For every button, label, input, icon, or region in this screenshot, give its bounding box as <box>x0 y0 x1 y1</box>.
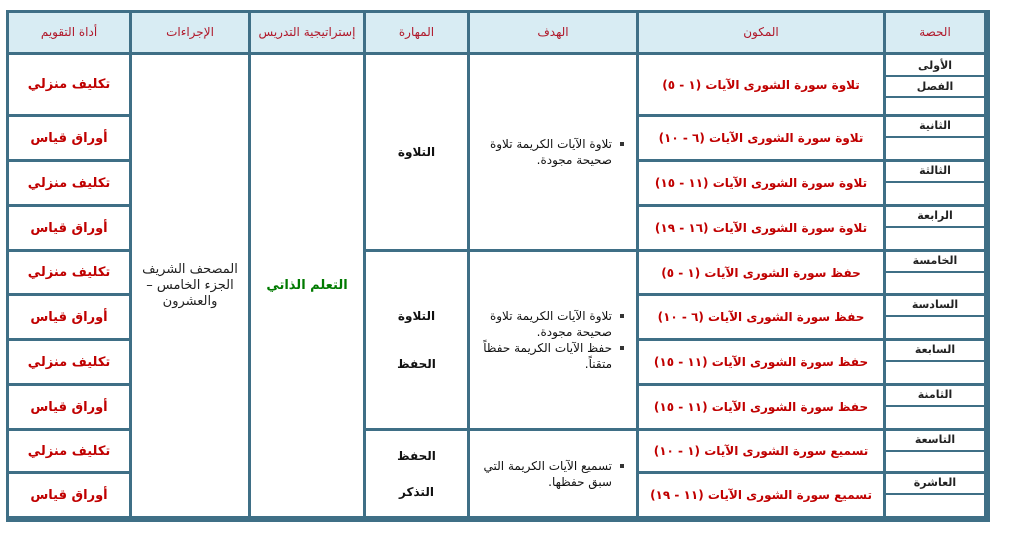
lesson-label: الأولى <box>917 58 953 72</box>
skill-label: الحفظ <box>397 357 436 371</box>
strategy-cell: التعلم الذاتي <box>251 55 363 516</box>
component-cell: تسميع سورة الشورى الآيات (١١ - ١٩) <box>639 474 883 516</box>
lesson-cell <box>886 341 984 383</box>
component-cell: حفظ سورة الشورى الآيات (١١ - ١٥) <box>639 341 883 383</box>
component-cell: حفظ سورة الشورى الآيات (١ - ٥) <box>639 252 883 293</box>
procedures-cell <box>132 55 248 516</box>
header-strategy: إستراتيجية التدريس <box>251 13 363 52</box>
lesson-cell <box>886 431 984 471</box>
tool-cell: تكليف منزلي <box>9 162 129 204</box>
tool-cell: أوراق قياس <box>9 474 129 516</box>
lesson-cell <box>886 296 984 338</box>
skill-cell <box>366 55 467 249</box>
lesson-label: الخامسة <box>912 254 958 267</box>
bullet-icon <box>620 314 624 318</box>
tool-cell: أوراق قياس <box>9 386 129 428</box>
lesson-cell <box>886 386 984 428</box>
tool-cell: أوراق قياس <box>9 117 129 159</box>
lesson-label: السابعة <box>914 343 956 356</box>
lesson-label: التاسعة <box>914 433 956 446</box>
lesson-label: العاشرة <box>913 476 957 489</box>
procedures-line: – الجزء الخامس <box>146 277 234 293</box>
lesson-label: الثالثة <box>919 164 951 177</box>
skill-cell <box>366 252 467 428</box>
goal-text: تسميع الآيات الكريمة التي سبق حفظها. <box>483 458 612 489</box>
lesson-label: الثانية <box>919 119 951 132</box>
bullet-icon <box>620 142 624 146</box>
component-cell: حفظ سورة الشورى الآيات (٦ - ١٠) <box>639 296 883 338</box>
skill-label: التلاوة <box>397 309 436 323</box>
lesson-cell <box>886 117 984 159</box>
goal-text: تلاوة الآيات الكريمة تلاوة صحيحة مجودة. <box>489 309 612 339</box>
component-cell: تسميع سورة الشورى الآيات (١ - ١٠) <box>639 431 883 471</box>
header-tool: أداة التقويم <box>9 13 129 52</box>
header-goal: الهدف <box>470 13 636 52</box>
tool-cell: تكليف منزلي <box>9 431 129 471</box>
goal-item <box>482 308 624 340</box>
lesson-plan-table <box>6 10 990 522</box>
header-lesson: الحصة <box>886 13 984 52</box>
goal-cell <box>470 431 636 516</box>
header-component: المكون <box>639 13 883 52</box>
bullet-icon <box>620 464 624 468</box>
procedures-line: المصحف الشريف <box>142 261 238 277</box>
lesson-label: السادسة <box>911 298 959 311</box>
tool-cell: تكليف منزلي <box>9 252 129 293</box>
header-procedures: الإجراءات <box>132 13 248 52</box>
procedures-line: والعشرون <box>162 293 218 309</box>
skill-label: الحفظ <box>397 448 436 463</box>
skill-cell <box>366 431 467 516</box>
goal-cell <box>470 252 636 428</box>
lesson-cell <box>886 252 984 293</box>
tool-cell: أوراق قياس <box>9 207 129 249</box>
component-cell: تلاوة سورة الشورى الآيات (١ - ٥) <box>639 55 883 114</box>
goal-item <box>482 458 624 490</box>
bullet-icon <box>620 346 624 350</box>
tool-cell: تكليف منزلي <box>9 55 129 114</box>
component-cell: تلاوة سورة الشورى الآيات (٦ - ١٠) <box>639 117 883 159</box>
lesson-cell <box>886 474 984 516</box>
lesson-cell <box>886 55 984 114</box>
component-cell: حفظ سورة الشورى الآيات (١١ - ١٥) <box>639 386 883 428</box>
tool-cell: تكليف منزلي <box>9 341 129 383</box>
component-cell: تلاوة سورة الشورى الآيات (١١ - ١٥) <box>639 162 883 204</box>
header-skill: المهارة <box>366 13 467 52</box>
goal-text: تلاوة الآيات الكريمة تلاوة صحيحة مجودة. <box>489 137 612 167</box>
goal-cell <box>470 55 636 249</box>
goal-item <box>482 136 624 168</box>
goal-text: حفظ الآيات الكريمة حفظاً متقناً. <box>483 341 612 371</box>
lesson-cell <box>886 207 984 249</box>
tool-cell: أوراق قياس <box>9 296 129 338</box>
skill-label: التذكر <box>399 484 434 499</box>
lesson-label: الفصل <box>916 79 954 93</box>
lesson-label: الرابعة <box>917 209 953 222</box>
lesson-cell <box>886 162 984 204</box>
component-cell: تلاوة سورة الشورى الآيات (١٦ - ١٩) <box>639 207 883 249</box>
goal-item <box>482 340 624 372</box>
skill-label: التلاوة <box>397 145 436 159</box>
lesson-label: الثامنة <box>917 388 953 401</box>
